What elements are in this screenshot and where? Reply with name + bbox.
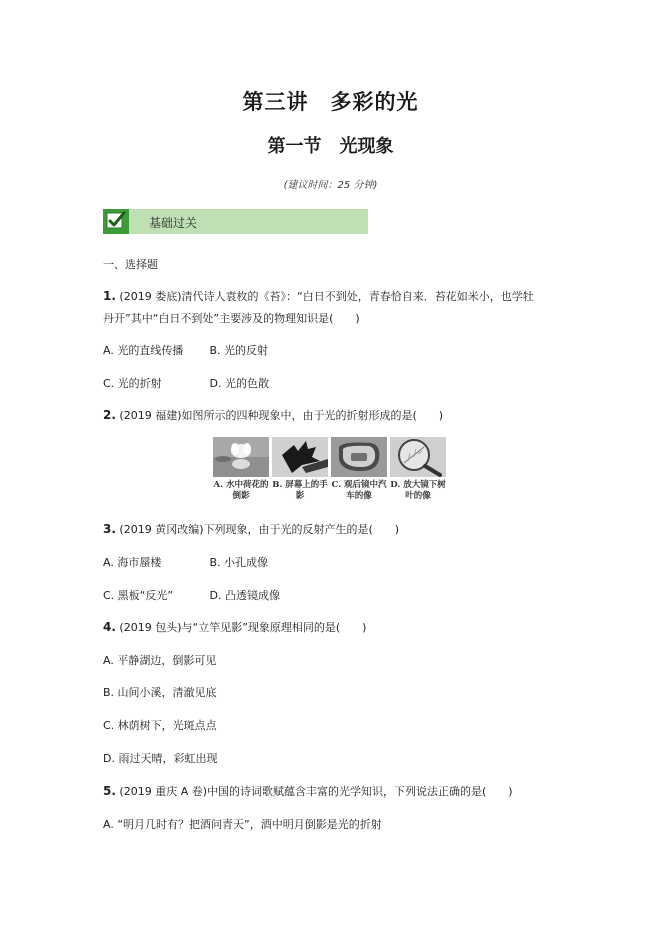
question-number: 1. [103,289,116,303]
banner-label: 基础过关 [149,216,198,230]
section-heading: 一、选择题 [103,258,158,271]
option-d[interactable]: D. 光的色散 [209,377,269,390]
question-1-line-2: 丹开”其中“白日不到处”主要涉及的物理知识是( ) [103,312,360,325]
option-c[interactable]: C. 光的折射 [103,377,162,390]
question-text: (2019 娄底)清代诗人袁枚的《苔》：“白日不到处，青春恰自来．苔花如米小，也学牡 [119,290,534,303]
question-3-options-row-2 [103,587,280,603]
question-3-line-1 [103,521,399,537]
basic-banner [103,209,368,234]
section-subtitle: 第一节 光现象 [267,136,394,157]
option-b[interactable]: B. 小孔成像 [209,556,269,569]
figure-caption-d: D. 放大镜下树叶的像 [390,480,446,501]
question-number: 2. [103,408,116,422]
lotus-reflection-image [213,437,269,477]
question-text: (2019 福建)如图所示的四种现象中，由于光的折射形成的是( ) [119,409,444,422]
question-4-option-c[interactable]: C. 林荫树下，光斑点点 [103,719,217,732]
option-c[interactable]: C. 黑板“反光” [103,589,174,602]
question-text: (2019 重庆 A 卷)中国的诗词歌赋蕴含丰富的光学知识，下列说法正确的是( ) [119,785,513,798]
option-a[interactable]: A. 光的直线传播 [103,344,184,357]
question-number: 4. [103,620,116,634]
question-number: 3. [103,522,116,536]
question-4-option-d[interactable]: D. 雨过天晴，彩虹出现 [103,752,218,765]
question-text: (2019 包头)与“立竿见影”现象原理相同的是( ) [119,621,367,634]
figure-caption-a: A. 水中荷花的倒影 [213,480,269,501]
question-5-line-1 [103,783,513,799]
question-text: (2019 黄冈改编)下列现象，由于光的反射产生的是( ) [119,523,400,536]
question-1-options-row-2 [103,375,269,391]
question-2-line-1 [103,407,443,423]
hand-shadow-image [272,437,328,477]
check-icon [103,209,129,234]
magnifier-leaf-image [390,437,446,477]
question-4-line-1 [103,619,366,635]
figure-caption-c: C. 观后镜中汽车的像 [331,480,387,501]
question-5-option-a[interactable]: A. “明月几时有？把酒问青天”，酒中明月倒影是光的折射 [103,818,382,831]
page-title: 第三讲 多彩的光 [242,90,419,114]
option-d[interactable]: D. 凸透镜成像 [209,589,280,602]
question-4-option-b[interactable]: B. 山间小溪，清澈见底 [103,686,217,699]
question-2-figure [213,437,446,503]
question-1-options-row-1 [103,342,268,358]
figure-caption-b: B. 屏幕上的手影 [272,480,328,501]
option-a[interactable]: A. 海市蜃楼 [103,556,162,569]
time-note: (建议时间：25 分钟) [283,180,378,191]
question-number: 5. [103,784,116,798]
question-3-options-row-1 [103,554,268,570]
option-b[interactable]: B. 光的反射 [209,344,269,357]
question-1-line-1 [103,288,534,304]
question-4-option-a[interactable]: A. 平静湖边，倒影可见 [103,654,217,667]
rearview-mirror-image [331,437,387,477]
